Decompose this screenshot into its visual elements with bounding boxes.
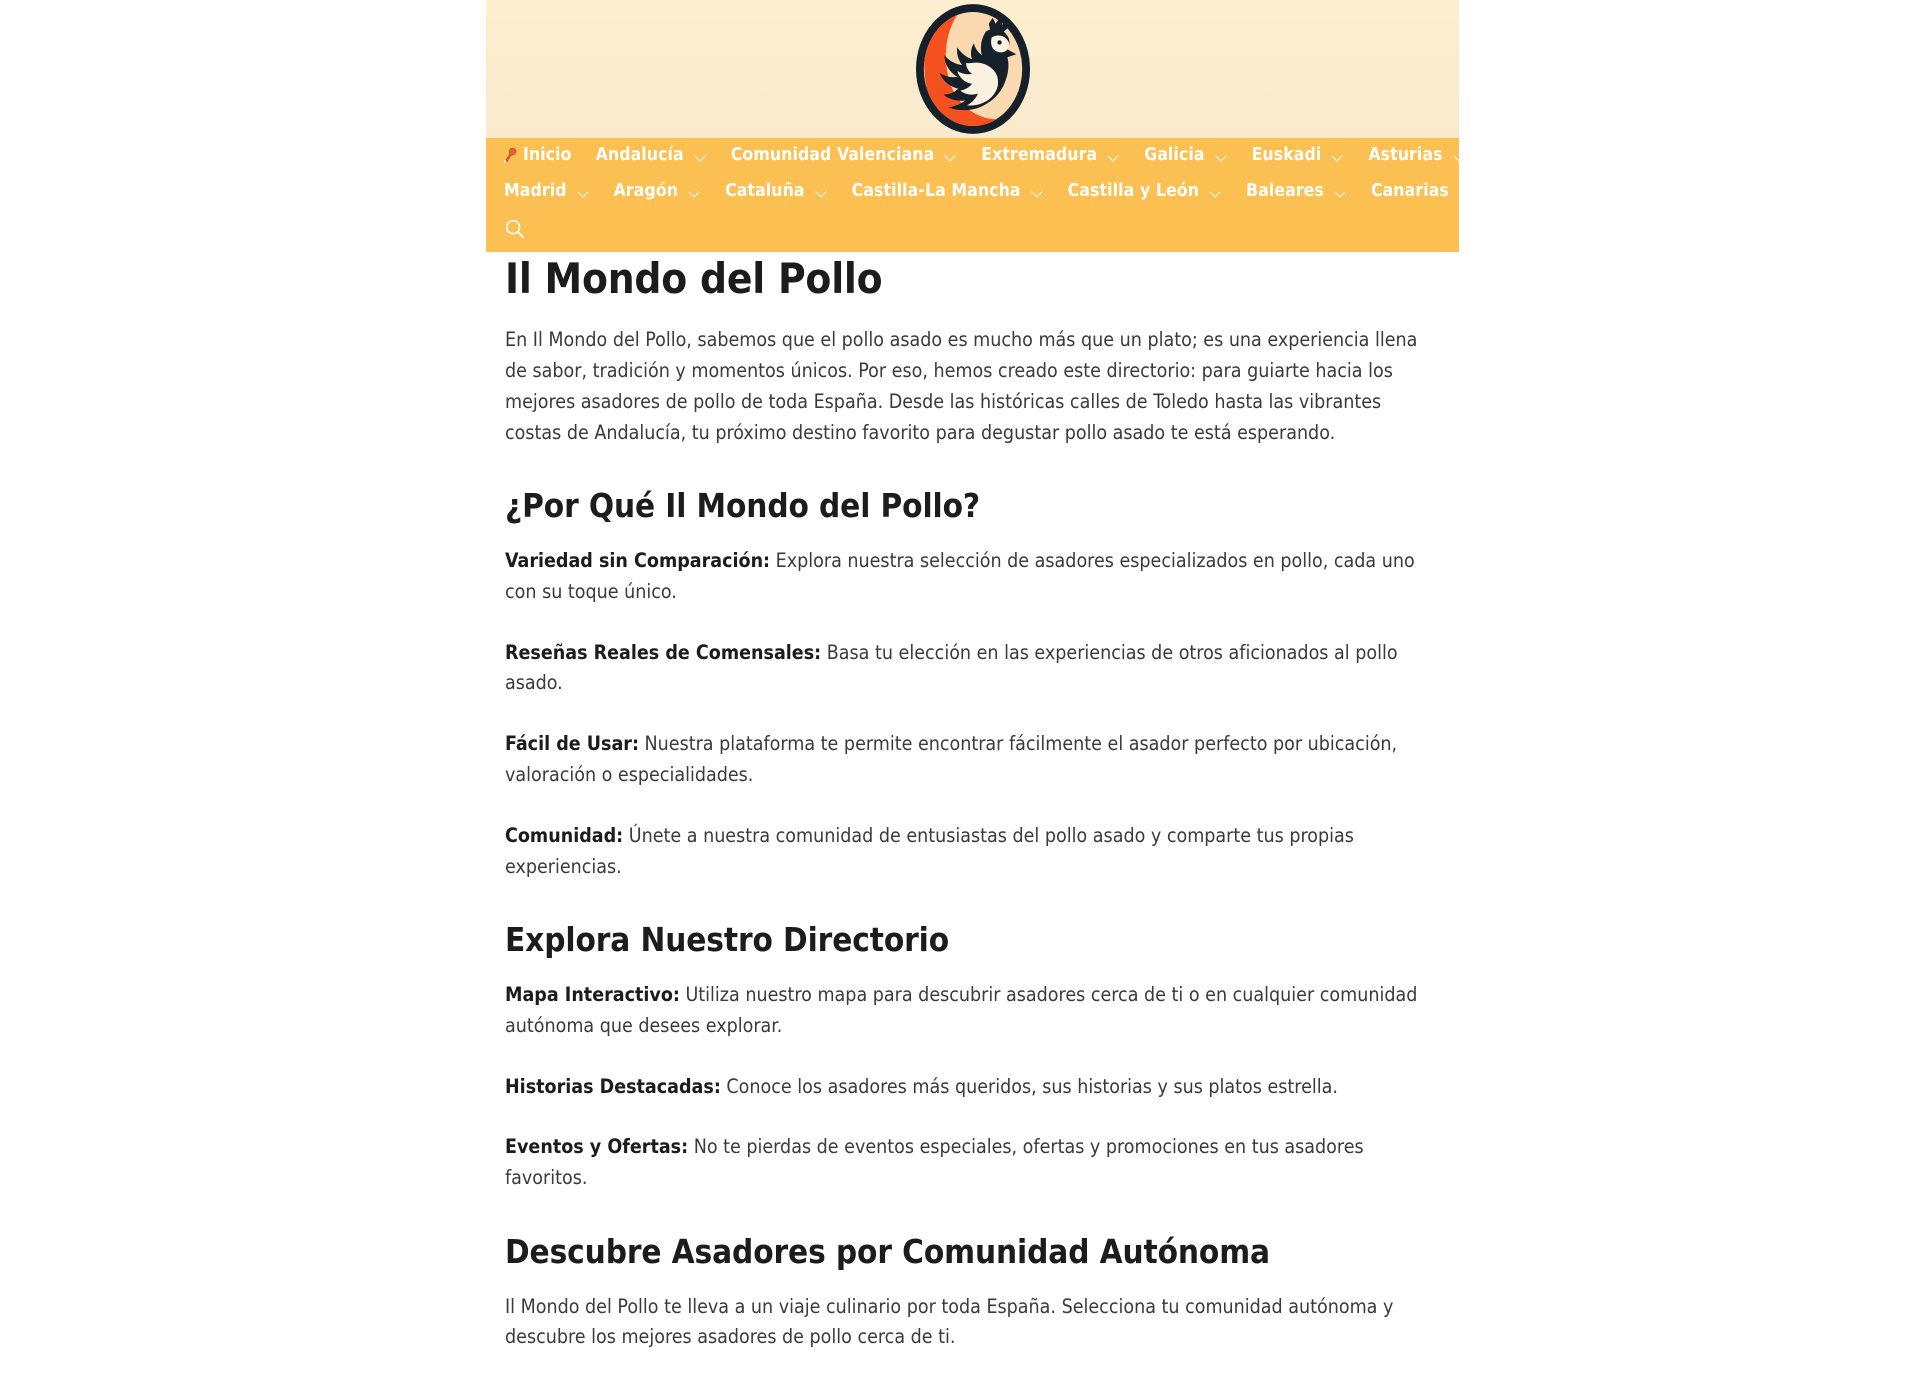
feature-comunidad xyxy=(505,821,1435,883)
nav-item-galicia[interactable] xyxy=(1144,147,1227,165)
nav-row-1 xyxy=(504,138,1441,174)
nav-item-castilla-y-leon[interactable] xyxy=(1068,183,1222,201)
nav-item-label: Canarias xyxy=(1370,181,1449,202)
section-heading-descubre: Descubre Asadores por Comunidad Autónoma xyxy=(505,1232,1270,1272)
feature-lead: Variedad sin Comparación: xyxy=(505,549,771,573)
nav-item-extremadura[interactable] xyxy=(981,147,1120,165)
discover-paragraph: Il Mondo del Pollo te lleva a un viaje culinario por toda España. Selecciona tu comunidad autónoma y descubre los mejores asadores de pollo cerca de ti. xyxy=(505,1294,1394,1349)
intro-paragraph: En Il Mondo del Pollo, sabemos que el pollo asado es mucho más que un plato; es una experiencia llena de sabor, tradición y momentos únicos. Por eso, hemos creado este directorio: para guiarte hacia los mejores asadores de pollo de toda España. Desde las históricas calles de Toledo hasta las vibrantes costas de Andalucía, tu próximo destino favorito para degustar pollo asado te está esperando. xyxy=(505,328,1418,444)
feature-text: Explora nuestra selección de asadores especializados en pollo, cada uno con su toque único. xyxy=(505,549,1415,603)
nav-search-row xyxy=(504,210,1441,252)
nav-item-aragon[interactable] xyxy=(614,183,701,201)
section-heading-why: ¿Por Qué Il Mondo del Pollo? xyxy=(505,486,981,526)
chevron-down-icon xyxy=(1459,186,1472,199)
feature-variedad xyxy=(505,546,1435,608)
nav-item-label: Cataluña xyxy=(725,181,805,202)
nav-item-baleares[interactable] xyxy=(1246,183,1347,201)
nav-item-inicio[interactable] xyxy=(504,147,572,165)
nav-item-label: Andalucía xyxy=(595,145,684,166)
nav-item-label: Comunidad Valenciana xyxy=(730,145,935,166)
feature-lead: Reseñas Reales de Comensales: xyxy=(505,640,822,664)
nav-item-label: Madrid xyxy=(504,181,567,202)
chevron-down-icon xyxy=(1031,186,1044,199)
nav-item-cataluna[interactable] xyxy=(725,183,828,201)
nav-item-label: Más xyxy=(1495,181,1532,202)
nav-item-label: Euskadi xyxy=(1251,145,1322,166)
feature-text: No te pierdas de eventos especiales, ofertas y promociones en tus asadores favoritos. xyxy=(505,1135,1364,1190)
feature-text: Nuestra plataforma te permite encontrar fácilmente el asador perfecto por ubicación, valoración o especialidades. xyxy=(505,732,1398,787)
feature-lead: Fácil de Usar: xyxy=(505,732,639,756)
feature-lead: Mapa Interactivo: xyxy=(505,983,680,1007)
rooster-logo-icon xyxy=(914,2,1032,136)
nav-item-castilla-la-mancha[interactable] xyxy=(852,183,1044,201)
chevron-down-icon xyxy=(1209,186,1222,199)
nav-item-andalucia[interactable] xyxy=(596,147,707,165)
main-content xyxy=(505,255,1435,1375)
page-title: Il Mondo del Pollo xyxy=(505,254,883,303)
chevron-down-icon xyxy=(577,186,590,199)
feature-text: Utiliza nuestro mapa para descubrir asadores cerca de ti o en cualquier comunidad autónoma que desees explorar. xyxy=(505,983,1418,1037)
feature-facil-de-usar xyxy=(505,729,1435,791)
chevron-down-icon xyxy=(1215,150,1228,163)
chevron-down-icon xyxy=(1107,150,1120,163)
feature-lead: Historias Destacadas: xyxy=(505,1074,721,1098)
nav-item-label: Baleares xyxy=(1246,181,1324,202)
drumstick-icon xyxy=(504,147,518,165)
chevron-down-icon xyxy=(694,150,707,163)
nav-item-euskadi[interactable] xyxy=(1252,147,1345,165)
nav-item-mas[interactable] xyxy=(1496,183,1555,201)
nav-item-label: Galicia xyxy=(1144,145,1205,166)
search-icon[interactable] xyxy=(504,218,526,240)
feature-text: Conoce los asadores más queridos, sus historias y sus platos estrella. xyxy=(720,1074,1338,1098)
feature-lead: Comunidad: xyxy=(505,823,624,847)
feature-historias-destacadas xyxy=(505,1072,1435,1103)
nav-item-label: Castilla y León xyxy=(1067,181,1199,202)
nav-item-asturias[interactable] xyxy=(1368,147,1465,165)
chevron-down-icon xyxy=(1542,186,1555,199)
feature-mapa-interactivo xyxy=(505,980,1435,1042)
feature-eventos-y-ofertas xyxy=(505,1132,1435,1194)
nav-item-madrid[interactable] xyxy=(504,183,590,201)
section-heading-explora: Explora Nuestro Directorio xyxy=(505,920,950,960)
chevron-down-icon xyxy=(688,186,701,199)
feature-lead: Eventos y Ofertas: xyxy=(505,1135,689,1159)
chevron-down-icon xyxy=(1453,150,1466,163)
chevron-down-icon xyxy=(1331,150,1344,163)
chevron-down-icon xyxy=(1334,186,1347,199)
chevron-down-icon xyxy=(815,186,828,199)
chevron-down-icon xyxy=(944,150,957,163)
nav-item-label: Castilla-La Mancha xyxy=(851,181,1021,202)
logo-container[interactable] xyxy=(486,0,1459,138)
main-navigation xyxy=(486,138,1532,252)
site-header xyxy=(486,0,1532,252)
nav-item-canarias[interactable] xyxy=(1371,183,1472,201)
nav-item-comunidad-valenciana[interactable] xyxy=(731,147,958,165)
feature-text: Únete a nuestra comunidad de entusiastas del pollo asado y comparte tus propias experiencias. xyxy=(505,823,1354,878)
nav-item-label: Asturias xyxy=(1368,145,1443,166)
feature-text: Basa tu elección en las experiencias de otros aficionados al pollo asado. xyxy=(505,640,1398,695)
nav-row-2 xyxy=(504,174,1532,210)
nav-item-label: Extremadura xyxy=(981,145,1098,166)
nav-item-label: Inicio xyxy=(523,145,572,166)
nav-item-label: Aragón xyxy=(613,181,679,202)
feature-resenas xyxy=(505,638,1435,700)
